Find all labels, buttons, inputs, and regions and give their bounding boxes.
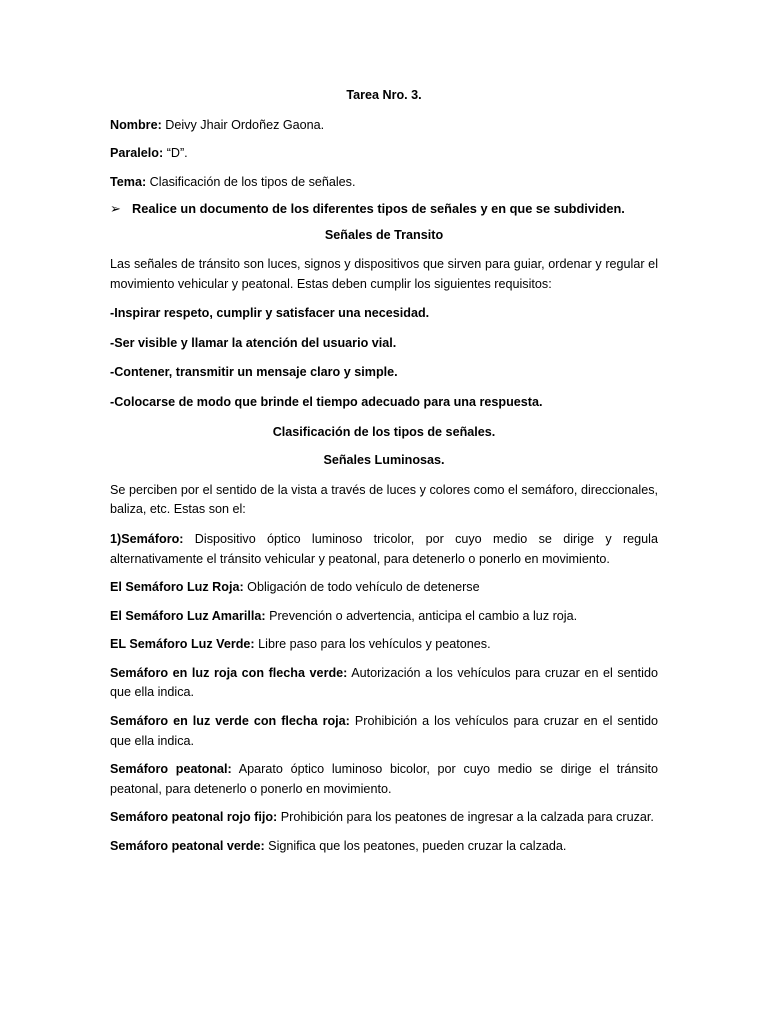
definition-text: Significa que los peatones, pueden cruzar la calzada. bbox=[264, 839, 567, 854]
definition-text: Dispositivo óptico luminoso tricolor, por cuyo medio se dirige y regula alternativamente el tránsito vehicular y peatonal, para detenerlo o ponerlo en movimiento. bbox=[110, 531, 658, 566]
document-title: Tarea Nro. 3. bbox=[346, 88, 422, 102]
meta-value: Deivy Jhair Ordoñez Gaona. bbox=[161, 117, 325, 132]
document-body bbox=[110, 86, 658, 857]
meta-value: “D”. bbox=[163, 146, 188, 161]
meta-nombre bbox=[110, 116, 658, 136]
meta-label: Tema: bbox=[110, 174, 147, 189]
definition-text: Prevención o advertencia, anticipa el cambio a luz roja. bbox=[265, 608, 578, 623]
definition-item bbox=[110, 607, 658, 627]
luminosas-paragraph: Se perciben por el sentido de la vista a través de luces y colores como el semáforo, direccionales, baliza, etc. Estas son el: bbox=[110, 482, 658, 517]
intro-paragraph: Las señales de tránsito son luces, signos y dispositivos que sirven para guiar, ordenar y regular el movimiento vehicular y peatonal. Estas deben cumplir los siguientes requisitos: bbox=[110, 256, 658, 291]
requirement-item: -Inspirar respeto, cumplir y satisfacer una necesidad. bbox=[110, 306, 430, 321]
definition-text: Prohibición para los peatones de ingresar a la calzada para cruzar. bbox=[277, 810, 654, 825]
definition-text: Prohibición a los vehículos para cruzar en el sentido que ella indica. bbox=[110, 714, 659, 748]
meta-label: Paralelo: bbox=[110, 146, 164, 161]
definition-term: Semáforo peatonal rojo fijo: bbox=[110, 810, 278, 825]
arrow-bullet-icon: ➢ bbox=[110, 201, 121, 217]
definition-item bbox=[110, 578, 658, 598]
definition-term: EL Semáforo Luz Verde: bbox=[110, 637, 255, 652]
instruction-item bbox=[110, 201, 658, 217]
definition-text: Autorización a los vehículos para cruzar en el sentido que ella indica. bbox=[110, 665, 658, 700]
instruction-text: Realice un documento de los diferentes tipos de señales y en que se subdividen. bbox=[132, 201, 625, 217]
definition-text: Libre paso para los vehículos y peatones. bbox=[254, 637, 491, 652]
definition-item bbox=[110, 837, 658, 857]
definition-term: Semáforo peatonal: bbox=[110, 762, 232, 777]
definition-item bbox=[110, 808, 658, 828]
meta-tema bbox=[110, 173, 658, 193]
definition-term: El Semáforo Luz Roja: bbox=[110, 580, 244, 595]
definition-item bbox=[110, 635, 658, 655]
definition-item bbox=[110, 664, 658, 703]
definition-term: El Semáforo Luz Amarilla: bbox=[110, 608, 266, 623]
definition-term: Semáforo en luz verde con flecha roja: bbox=[110, 714, 350, 729]
requirement-item: -Contener, transmitir un mensaje claro y simple. bbox=[110, 365, 398, 380]
subsection-heading: Señales Luminosas. bbox=[323, 453, 445, 468]
section-heading: Clasificación de los tipos de señales. bbox=[272, 424, 496, 439]
definition-term: Semáforo peatonal verde: bbox=[110, 839, 265, 854]
definition-item bbox=[110, 760, 658, 799]
definition-item bbox=[110, 712, 658, 751]
meta-label: Nombre: bbox=[110, 117, 162, 132]
definition-term: Semáforo en luz roja con flecha verde: bbox=[110, 665, 348, 680]
meta-paralelo bbox=[110, 144, 658, 164]
definition-text: Obligación de todo vehículo de detenerse bbox=[243, 580, 480, 595]
definition-item bbox=[110, 530, 658, 569]
section-heading: Señales de Transito bbox=[324, 228, 444, 243]
requirement-item: -Colocarse de modo que brinde el tiempo adecuado para una respuesta. bbox=[110, 394, 543, 409]
meta-value: Clasificación de los tipos de señales. bbox=[146, 174, 356, 189]
requirement-item: -Ser visible y llamar la atención del usuario vial. bbox=[110, 335, 397, 350]
definition-text: Aparato óptico luminoso bicolor, por cuyo medio se dirige el tránsito peatonal, para detenerlo o ponerlo en movimiento. bbox=[110, 762, 659, 796]
definition-term: 1)Semáforo: bbox=[110, 531, 184, 546]
